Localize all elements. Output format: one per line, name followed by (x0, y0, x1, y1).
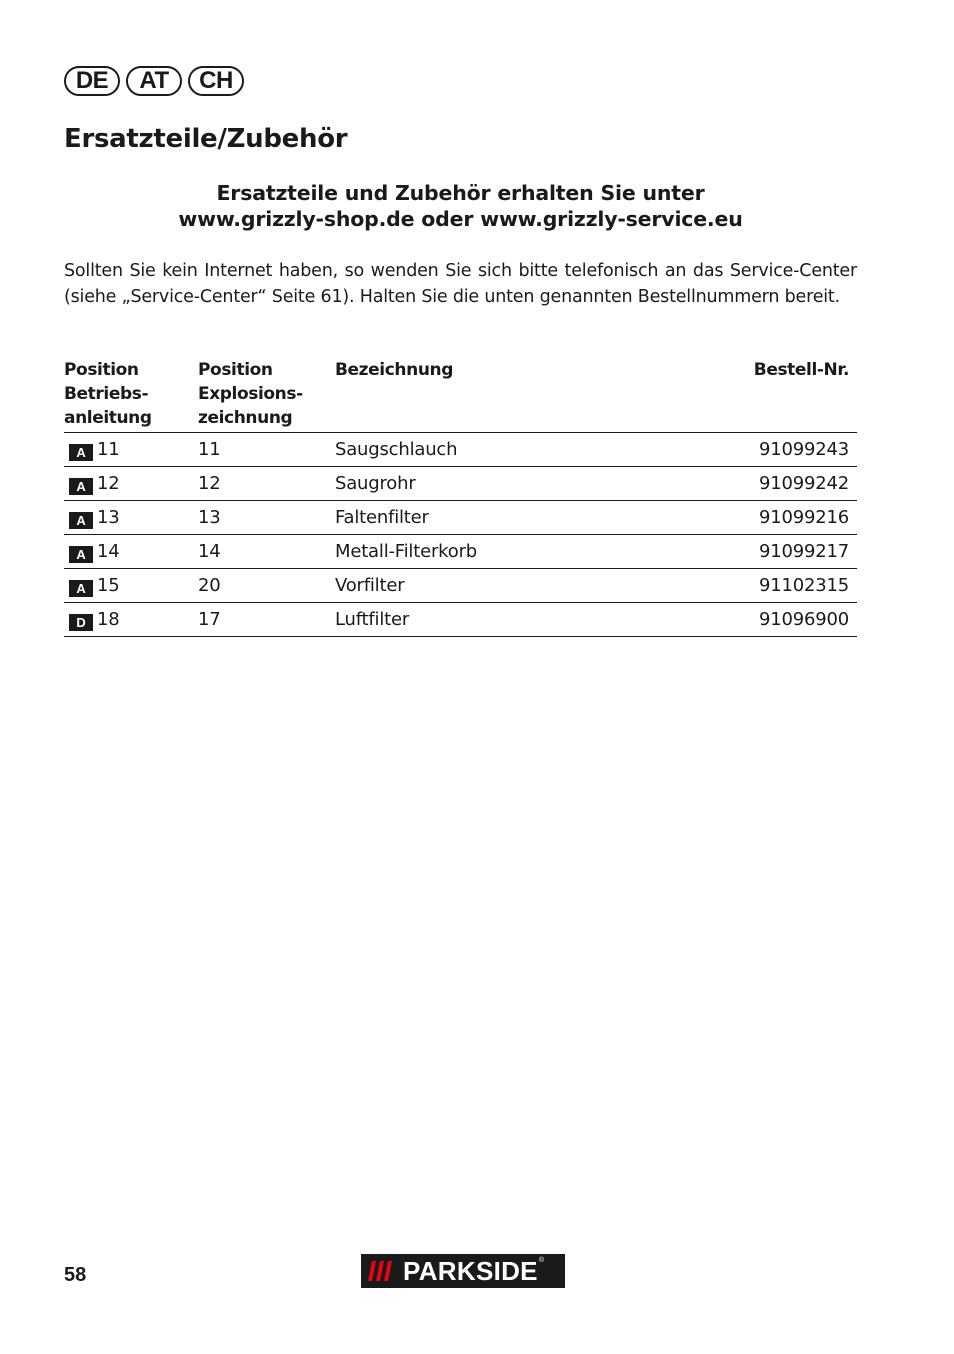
cell-order-number: 91099217 (635, 535, 857, 569)
header-order-number: Bestell-Nr. (635, 358, 857, 433)
cell-position-manual (64, 603, 198, 637)
country-badge-de: DE (64, 66, 120, 96)
cell-position-exploded: 20 (198, 569, 335, 603)
cell-order-number: 91096900 (635, 603, 857, 637)
cell-description: Faltenfilter (335, 501, 635, 535)
header-position-manual-line: Position (64, 360, 139, 380)
table-header-row (64, 358, 857, 433)
figure-label: A (69, 512, 93, 529)
cell-order-number: 91099242 (635, 467, 857, 501)
cell-position-exploded: 13 (198, 501, 335, 535)
header-position-exploded-line: zeichnung (198, 408, 293, 428)
table-row (64, 603, 857, 637)
table-row (64, 501, 857, 535)
header-position-exploded-line: Explosions- (198, 384, 303, 404)
figure-label: D (69, 614, 93, 631)
header-description: Bezeichnung (335, 358, 635, 433)
shop-notice-line-2: www.grizzly-shop.de oder www.grizzly-service.eu (178, 207, 743, 231)
cell-position-exploded: 11 (198, 433, 335, 467)
table-row (64, 569, 857, 603)
country-badge-ch: CH (188, 66, 244, 96)
cell-position-manual (64, 535, 198, 569)
cell-description: Luftfilter (335, 603, 635, 637)
table-row (64, 467, 857, 501)
cell-position-exploded: 14 (198, 535, 335, 569)
position-manual: 13 (97, 506, 120, 528)
cell-position-manual (64, 501, 198, 535)
header-position-exploded (198, 358, 335, 433)
figure-label: A (69, 580, 93, 597)
shop-notice (64, 180, 857, 232)
position-manual: 14 (97, 540, 120, 562)
country-badges (64, 66, 244, 96)
cell-position-exploded: 12 (198, 467, 335, 501)
registered-mark: ® (538, 1257, 544, 1264)
table-row (64, 433, 857, 467)
figure-label: A (69, 546, 93, 563)
logo-text: PARKSIDE (403, 1256, 538, 1286)
cell-order-number: 91102315 (635, 569, 857, 603)
parkside-logo (361, 1254, 565, 1288)
page-title: Ersatzteile/Zubehör (64, 124, 348, 154)
cell-order-number: 91099216 (635, 501, 857, 535)
position-manual: 11 (97, 438, 120, 460)
header-position-exploded-line: Position (198, 360, 273, 380)
country-badge-at: AT (126, 66, 182, 96)
logo-stripes-icon (361, 1254, 401, 1288)
figure-label: A (69, 444, 93, 461)
figure-label: A (69, 478, 93, 495)
cell-position-manual (64, 433, 198, 467)
header-position-manual (64, 358, 198, 433)
cell-description: Metall-Filterkorb (335, 535, 635, 569)
cell-description: Vorfilter (335, 569, 635, 603)
intro-paragraph: Sollten Sie kein Internet haben, so wenden Sie sich bitte telefonisch an das Service-Center (siehe „Service-Center“ Seite 61). Halten Sie die unten genannten Bestellnummern bereit. (64, 261, 857, 307)
cell-description: Saugschlauch (335, 433, 635, 467)
parts-table (64, 358, 857, 637)
page-number: 58 (64, 1264, 87, 1286)
cell-position-manual (64, 569, 198, 603)
position-manual: 18 (97, 608, 120, 630)
cell-position-exploded: 17 (198, 603, 335, 637)
position-manual: 12 (97, 472, 120, 494)
cell-position-manual (64, 467, 198, 501)
position-manual: 15 (97, 574, 120, 596)
table-row (64, 535, 857, 569)
cell-order-number: 91099243 (635, 433, 857, 467)
cell-description: Saugrohr (335, 467, 635, 501)
header-position-manual-line: anleitung (64, 408, 152, 428)
header-position-manual-line: Betriebs- (64, 384, 149, 404)
shop-notice-line-1: Ersatzteile und Zubehör erhalten Sie unter (216, 181, 705, 205)
